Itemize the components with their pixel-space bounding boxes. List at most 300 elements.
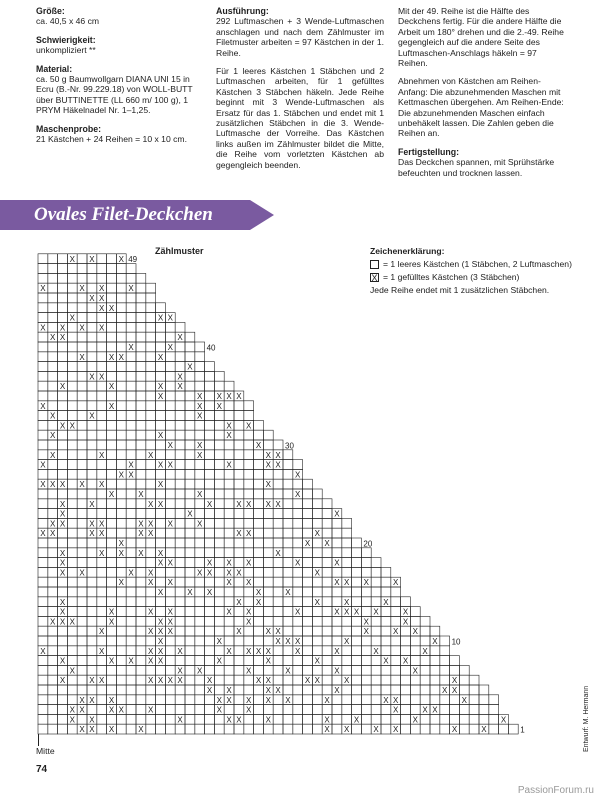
filled-box-icon: X: [371, 272, 378, 283]
svg-text:X: X: [148, 705, 154, 715]
svg-text:X: X: [59, 548, 66, 558]
svg-text:X: X: [79, 352, 85, 362]
svg-text:X: X: [50, 529, 56, 539]
svg-text:X: X: [432, 637, 438, 646]
material-text: ca. 50 g Baumwollgarn DIANA UNI 15 in Ecru (B.-Nr. 99.229.18) von WOLL-BUTT über BUTTINETTE (LL 660 m/ 100 g), 1 PRYM Häkelnadel Nr. 1–1,25.: [36, 74, 193, 116]
legend-title: Zeichenerklärung:: [370, 246, 445, 256]
svg-text:X: X: [236, 597, 242, 607]
svg-text:X: X: [275, 450, 281, 460]
svg-text:X: X: [393, 578, 399, 588]
svg-text:X: X: [197, 450, 203, 460]
svg-text:X: X: [285, 588, 291, 597]
svg-text:X: X: [344, 725, 350, 735]
svg-text:X: X: [383, 695, 389, 705]
svg-text:X: X: [295, 646, 301, 656]
svg-text:X: X: [265, 460, 271, 470]
svg-text:X: X: [246, 558, 252, 568]
svg-text:X: X: [246, 646, 252, 656]
svg-text:X: X: [451, 676, 458, 686]
svg-text:X: X: [59, 382, 66, 392]
svg-text:X: X: [216, 401, 222, 411]
svg-text:X: X: [226, 558, 232, 568]
svg-text:X: X: [187, 509, 193, 519]
svg-text:X: X: [99, 480, 105, 490]
svg-text:X: X: [304, 539, 311, 548]
svg-text:X: X: [226, 568, 232, 578]
svg-text:X: X: [108, 617, 115, 627]
svg-text:X: X: [89, 725, 95, 735]
svg-text:X: X: [197, 666, 203, 676]
svg-text:X: X: [206, 588, 213, 597]
svg-text:X: X: [128, 460, 134, 470]
svg-text:X: X: [148, 499, 154, 509]
svg-text:X: X: [216, 705, 222, 715]
svg-text:X: X: [275, 499, 281, 509]
svg-text:X: X: [99, 627, 105, 637]
svg-text:X: X: [412, 627, 418, 637]
svg-text:X: X: [167, 578, 173, 588]
svg-text:X: X: [246, 607, 252, 617]
svg-text:X: X: [265, 656, 271, 666]
svg-text:X: X: [481, 725, 487, 735]
svg-text:X: X: [265, 676, 271, 686]
svg-text:X: X: [59, 597, 66, 607]
svg-text:X: X: [334, 607, 340, 617]
svg-text:X: X: [69, 421, 75, 431]
svg-text:X: X: [108, 490, 115, 499]
svg-text:X: X: [69, 715, 75, 725]
svg-text:X: X: [226, 686, 232, 695]
svg-text:X: X: [148, 568, 154, 578]
svg-text:X: X: [373, 607, 379, 617]
svg-text:X: X: [177, 646, 183, 656]
svg-text:X: X: [108, 352, 115, 362]
svg-text:X: X: [177, 666, 183, 676]
svg-text:X: X: [344, 637, 350, 646]
svg-text:X: X: [334, 666, 340, 676]
svg-text:X: X: [353, 715, 360, 725]
svg-text:X: X: [59, 509, 66, 519]
svg-text:X: X: [89, 695, 95, 705]
svg-text:X: X: [59, 323, 66, 333]
svg-text:X: X: [451, 725, 458, 735]
svg-text:X: X: [40, 646, 46, 656]
svg-text:X: X: [334, 686, 340, 695]
svg-text:X: X: [393, 695, 399, 705]
svg-text:X: X: [304, 676, 311, 686]
svg-text:X: X: [167, 441, 173, 450]
finishing-paragraph-2: Abnehmen von Kästchen am Reihen-Anfang: Die abzunehmenden Maschen mit Kettmaschen übergehen. Am Reihen-Ende: Die abzunehmenden Maschen einfach unbehäkelt lassen. Die Zahlen geben die Reihen an.: [398, 76, 564, 139]
svg-text:X: X: [246, 695, 252, 705]
svg-text:X: X: [246, 421, 252, 431]
svg-text:X: X: [118, 548, 124, 558]
svg-text:X: X: [128, 343, 134, 352]
finishing-paragraph-1: Mit der 49. Reihe ist die Hälfte des Deckchens fertig. Für die andere Hälfte die Arbeit um 180° drehen und die 2.-49. Reihe gegengleich auf die andere Seite des Luftmaschen-Anschlags häkeln = 97 Reihen.: [398, 6, 564, 69]
svg-text:X: X: [226, 578, 232, 588]
svg-text:X: X: [59, 558, 66, 568]
svg-text:X: X: [157, 588, 164, 597]
svg-text:X: X: [157, 480, 164, 490]
svg-text:X: X: [216, 656, 222, 666]
svg-text:X: X: [157, 499, 164, 509]
svg-text:X: X: [99, 519, 105, 529]
svg-text:X: X: [50, 411, 56, 421]
svg-text:X: X: [99, 548, 105, 558]
svg-text:X: X: [344, 578, 350, 588]
svg-text:X: X: [89, 254, 95, 264]
svg-text:X: X: [89, 372, 95, 382]
svg-text:X: X: [334, 558, 340, 568]
svg-text:X: X: [59, 568, 66, 578]
row-number-label: 1: [520, 725, 525, 735]
svg-text:X: X: [314, 656, 320, 666]
svg-text:X: X: [373, 725, 379, 735]
svg-text:X: X: [246, 499, 252, 509]
finishing-heading: Fertigstellung:: [398, 146, 460, 157]
svg-text:X: X: [334, 646, 340, 656]
svg-text:X: X: [157, 558, 164, 568]
page-number: 74: [36, 764, 48, 775]
svg-text:X: X: [363, 627, 369, 637]
svg-text:X: X: [108, 401, 115, 411]
svg-text:X: X: [177, 676, 183, 686]
finishing-text: Das Deckchen spannen, mit Sprühstärke befeuchten und trocknen lassen.: [398, 157, 555, 178]
svg-text:X: X: [148, 656, 154, 666]
gauge-text: 21 Kästchen + 24 Reihen = 10 x 10 cm.: [36, 134, 187, 145]
svg-text:X: X: [197, 519, 203, 529]
svg-text:X: X: [108, 382, 115, 392]
svg-text:X: X: [50, 617, 56, 627]
center-marker-line: [38, 734, 39, 746]
svg-text:X: X: [402, 607, 409, 617]
svg-text:X: X: [265, 695, 271, 705]
svg-text:X: X: [295, 470, 301, 480]
chart-title: Zählmuster: [155, 246, 204, 256]
material-heading: Material:: [36, 63, 73, 74]
svg-text:X: X: [108, 695, 115, 705]
svg-text:X: X: [324, 695, 330, 705]
instructions-heading: Ausführung:: [216, 6, 269, 16]
svg-text:X: X: [50, 333, 56, 343]
svg-text:X: X: [216, 392, 222, 401]
watermark: PassionForum.ru: [517, 785, 594, 796]
svg-text:X: X: [157, 460, 164, 470]
svg-text:X: X: [275, 627, 281, 637]
svg-text:X: X: [157, 656, 164, 666]
svg-text:X: X: [138, 548, 144, 558]
svg-text:X: X: [148, 607, 154, 617]
svg-text:X: X: [412, 666, 418, 676]
svg-text:X: X: [148, 676, 154, 686]
svg-text:X: X: [246, 705, 252, 715]
svg-text:X: X: [197, 441, 203, 450]
svg-text:X: X: [177, 372, 183, 382]
svg-text:X: X: [157, 313, 164, 323]
instructions-paragraph-1: 292 Luftmaschen + 3 Wende-Luftmaschen anschlagen und nach dem Zählmuster im Filetmuster arbeiten = 97 Kästchen in der 1. Reihe.: [216, 16, 384, 58]
svg-text:X: X: [157, 617, 164, 627]
svg-text:X: X: [157, 676, 164, 686]
svg-text:X: X: [226, 646, 232, 656]
svg-text:X: X: [59, 617, 66, 627]
svg-text:X: X: [344, 597, 350, 607]
svg-text:X: X: [177, 382, 183, 392]
banner-title: Ovales Filet-Deckchen: [34, 204, 213, 225]
svg-text:X: X: [265, 480, 271, 490]
svg-text:X: X: [177, 333, 183, 343]
svg-text:X: X: [216, 637, 222, 646]
svg-text:X: X: [69, 313, 75, 323]
svg-text:X: X: [324, 539, 330, 548]
svg-text:X: X: [442, 686, 448, 695]
svg-text:X: X: [314, 597, 320, 607]
svg-text:X: X: [255, 597, 262, 607]
svg-text:X: X: [50, 519, 56, 529]
svg-text:X: X: [138, 519, 144, 529]
svg-text:X: X: [324, 715, 330, 725]
svg-text:X: X: [246, 666, 252, 676]
svg-text:X: X: [265, 646, 271, 656]
svg-text:X: X: [236, 715, 242, 725]
svg-text:X: X: [373, 646, 379, 656]
svg-text:X: X: [236, 568, 242, 578]
svg-text:X: X: [236, 627, 242, 637]
svg-text:X: X: [206, 558, 213, 568]
svg-text:X: X: [344, 607, 350, 617]
svg-text:X: X: [206, 568, 213, 578]
svg-text:X: X: [157, 627, 164, 637]
center-label: Mitte: [36, 746, 55, 756]
svg-text:X: X: [108, 656, 115, 666]
svg-text:X: X: [167, 607, 173, 617]
design-credit: Entwurf: M. Hermann: [583, 685, 590, 752]
svg-text:X: X: [265, 715, 271, 725]
svg-text:X: X: [40, 323, 46, 333]
svg-text:X: X: [197, 401, 203, 411]
svg-text:X: X: [50, 450, 56, 460]
svg-text:X: X: [265, 686, 271, 695]
svg-text:X: X: [393, 705, 399, 715]
svg-text:X: X: [255, 441, 262, 450]
svg-text:X: X: [412, 715, 418, 725]
svg-text:X: X: [285, 666, 291, 676]
svg-text:X: X: [89, 676, 95, 686]
svg-text:X: X: [99, 529, 105, 539]
svg-text:X: X: [157, 392, 164, 401]
svg-text:X: X: [246, 578, 252, 588]
svg-text:X: X: [128, 470, 134, 480]
svg-text:X: X: [402, 656, 409, 666]
svg-text:X: X: [138, 529, 144, 539]
legend-filled-label: = 1 gefülltes Kästchen (3 Stäbchen): [383, 272, 520, 282]
svg-text:X: X: [148, 646, 154, 656]
svg-text:X: X: [118, 578, 124, 588]
svg-text:X: X: [69, 666, 75, 676]
svg-text:X: X: [59, 480, 66, 490]
row-number-label: 40: [206, 343, 216, 353]
svg-text:X: X: [187, 588, 193, 597]
svg-text:X: X: [295, 558, 301, 568]
svg-text:X: X: [167, 519, 173, 529]
svg-text:X: X: [275, 637, 281, 646]
svg-text:X: X: [99, 450, 105, 460]
svg-text:X: X: [334, 578, 340, 588]
svg-text:X: X: [69, 705, 75, 715]
svg-text:X: X: [167, 617, 173, 627]
svg-text:X: X: [275, 460, 281, 470]
svg-text:X: X: [275, 686, 281, 695]
row-number-label: 30: [285, 441, 294, 451]
svg-text:X: X: [79, 568, 85, 578]
svg-text:X: X: [383, 597, 389, 607]
svg-text:X: X: [108, 607, 115, 617]
svg-text:X: X: [59, 421, 66, 431]
svg-text:X: X: [285, 637, 291, 646]
svg-text:X: X: [89, 499, 95, 509]
svg-text:X: X: [40, 284, 46, 294]
svg-text:X: X: [226, 715, 232, 725]
svg-text:X: X: [99, 284, 105, 294]
svg-text:X: X: [69, 617, 75, 627]
svg-text:X: X: [197, 411, 203, 421]
svg-text:X: X: [167, 343, 173, 352]
svg-text:X: X: [363, 617, 369, 627]
difficulty-text: unkompliziert **: [36, 45, 96, 56]
svg-text:X: X: [461, 695, 467, 705]
svg-text:X: X: [40, 401, 46, 411]
legend-empty-label: = 1 leeres Kästchen (1 Stäbchen, 2 Luftmaschen): [383, 259, 572, 269]
svg-text:X: X: [314, 568, 320, 578]
svg-text:X: X: [89, 294, 95, 303]
svg-text:X: X: [383, 656, 389, 666]
svg-text:X: X: [393, 725, 399, 735]
svg-text:X: X: [187, 362, 193, 372]
svg-text:X: X: [255, 646, 262, 656]
svg-text:X: X: [40, 460, 46, 470]
svg-text:X: X: [118, 254, 124, 264]
svg-text:X: X: [157, 431, 164, 441]
svg-text:X: X: [353, 607, 360, 617]
svg-text:X: X: [157, 646, 164, 656]
svg-text:X: X: [118, 352, 124, 362]
svg-text:X: X: [89, 411, 95, 421]
svg-text:X: X: [246, 529, 252, 539]
svg-text:X: X: [89, 529, 95, 539]
svg-text:X: X: [138, 490, 144, 499]
svg-text:X: X: [226, 460, 232, 470]
svg-text:X: X: [451, 686, 458, 695]
svg-text:X: X: [157, 548, 164, 558]
gauge-heading: Maschenprobe:: [36, 123, 102, 134]
svg-text:X: X: [255, 676, 262, 686]
svg-text:X: X: [79, 725, 85, 735]
svg-text:X: X: [167, 676, 173, 686]
size-heading: Größe:: [36, 6, 65, 16]
svg-text:X: X: [148, 519, 154, 529]
svg-text:X: X: [344, 676, 350, 686]
legend-note: Jede Reihe endet mit 1 zusätzlichen Stäbchen.: [370, 285, 550, 295]
svg-text:X: X: [69, 254, 75, 264]
svg-text:X: X: [59, 676, 66, 686]
svg-text:X: X: [206, 499, 213, 509]
svg-text:X: X: [197, 392, 203, 401]
svg-text:X: X: [246, 617, 252, 627]
svg-text:X: X: [216, 695, 222, 705]
svg-text:X: X: [236, 529, 242, 539]
svg-text:X: X: [99, 676, 105, 686]
svg-text:X: X: [206, 676, 213, 686]
svg-text:X: X: [167, 558, 173, 568]
svg-text:X: X: [128, 568, 134, 578]
size-text: ca. 40,5 x 46 cm: [36, 16, 100, 27]
svg-text:X: X: [99, 294, 105, 303]
svg-text:X: X: [167, 627, 173, 637]
svg-text:X: X: [393, 627, 399, 637]
svg-text:X: X: [59, 519, 66, 529]
svg-text:X: X: [500, 715, 507, 725]
svg-text:X: X: [40, 480, 46, 490]
svg-text:X: X: [167, 460, 173, 470]
svg-text:X: X: [157, 637, 164, 646]
svg-text:X: X: [148, 529, 154, 539]
svg-text:X: X: [226, 607, 232, 617]
svg-text:X: X: [118, 705, 124, 715]
svg-text:X: X: [59, 607, 66, 617]
svg-text:X: X: [148, 578, 154, 588]
svg-text:X: X: [99, 303, 105, 313]
svg-text:X: X: [226, 421, 232, 431]
svg-text:X: X: [50, 431, 56, 441]
svg-text:X: X: [50, 480, 56, 490]
svg-text:X: X: [108, 725, 115, 735]
svg-text:X: X: [157, 352, 164, 362]
svg-text:X: X: [118, 470, 124, 480]
svg-text:X: X: [79, 284, 85, 294]
svg-text:X: X: [265, 450, 271, 460]
svg-text:X: X: [422, 646, 428, 656]
svg-text:X: X: [206, 686, 213, 695]
svg-text:X: X: [108, 303, 115, 313]
svg-text:X: X: [334, 509, 340, 519]
svg-text:X: X: [99, 646, 105, 656]
svg-text:X: X: [79, 705, 85, 715]
svg-text:X: X: [99, 372, 105, 382]
svg-text:X: X: [177, 715, 183, 725]
row-number-label: 49: [128, 255, 138, 265]
svg-text:X: X: [295, 607, 301, 617]
svg-text:X: X: [128, 284, 134, 294]
svg-text:X: X: [255, 588, 262, 597]
svg-text:X: X: [236, 392, 242, 401]
svg-text:X: X: [167, 313, 173, 323]
row-number-label: 20: [363, 539, 373, 549]
svg-text:X: X: [108, 705, 115, 715]
svg-text:X: X: [265, 627, 271, 637]
svg-text:X: X: [157, 382, 164, 392]
svg-text:X: X: [314, 676, 320, 686]
svg-text:X: X: [118, 539, 124, 548]
svg-text:X: X: [59, 656, 66, 666]
svg-text:X: X: [148, 627, 154, 637]
difficulty-heading: Schwierigkeit:: [36, 34, 96, 45]
svg-text:X: X: [40, 529, 46, 539]
svg-text:X: X: [79, 695, 85, 705]
svg-text:X: X: [402, 617, 409, 627]
svg-text:X: X: [59, 333, 66, 343]
svg-text:X: X: [295, 490, 301, 499]
svg-text:X: X: [79, 480, 85, 490]
svg-text:X: X: [99, 323, 105, 333]
svg-text:X: X: [324, 725, 330, 735]
